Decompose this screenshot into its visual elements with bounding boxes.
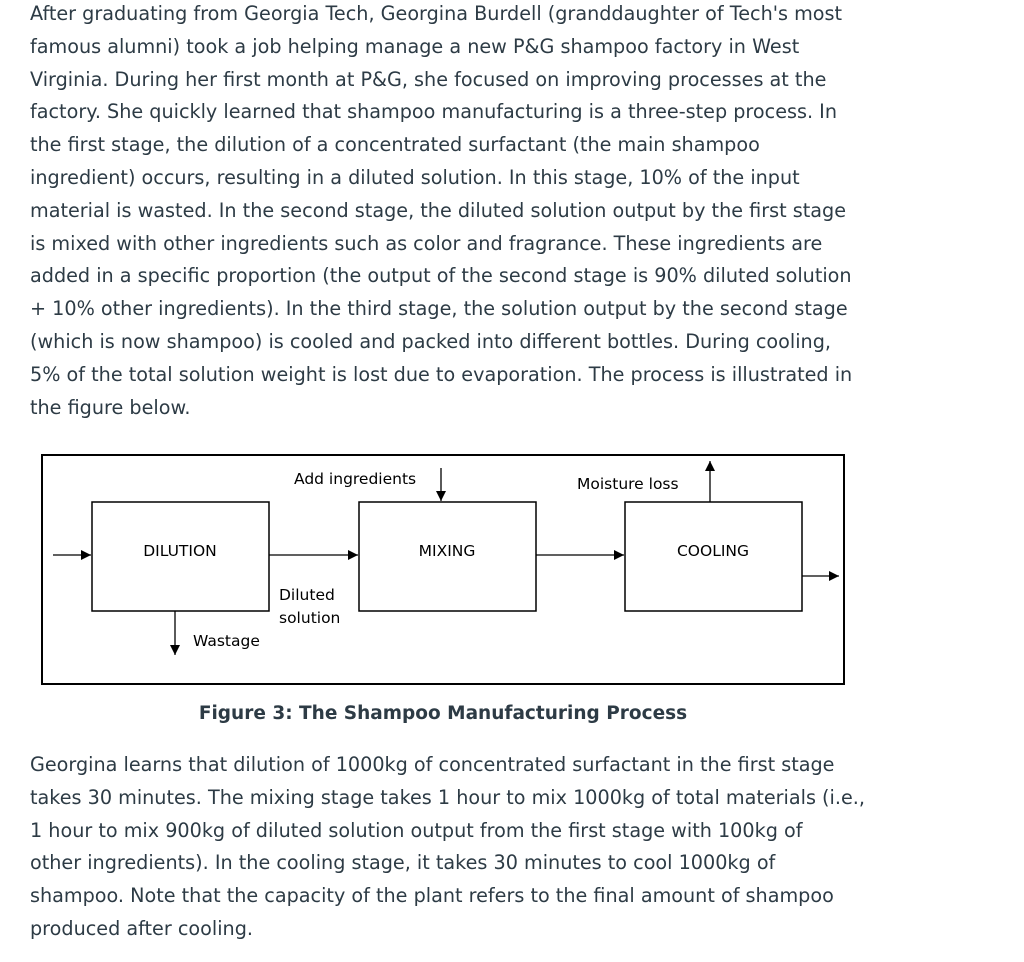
details-line: shampoo. Note that the capacity of the plant refers to the final amount of shampoo bbox=[30, 884, 834, 908]
wastage-label: Wastage bbox=[193, 632, 260, 650]
details-line: takes 30 minutes. The mixing stage takes 1 hour to mix 1000kg of total materials (i.e., bbox=[30, 785, 865, 809]
diluted-solution-label-line1: Diluted bbox=[279, 586, 335, 604]
details-paragraph bbox=[30, 749, 865, 946]
intro-line: After graduating from Georgia Tech, Georgina Burdell (granddaughter of Tech's most bbox=[30, 2, 843, 25]
mixing-label: MIXING bbox=[418, 542, 476, 560]
intro-line: factory. She quickly learned that shampoo manufacturing is a three-step process. In bbox=[30, 100, 838, 124]
intro-line: added in a specific proportion (the output of the second stage is 90% diluted solution bbox=[30, 264, 852, 288]
intro-line: ingredient) occurs, resulting in a diluted solution. In this stage, 10% of the input bbox=[30, 165, 800, 189]
intro-line: 5% of the total solution weight is lost due to evaporation. The process is illustrated in bbox=[30, 362, 853, 386]
intro-line: material is wasted. In the second stage, the diluted solution output by the first stage bbox=[30, 198, 847, 222]
details-line: other ingredients). In the cooling stage, it takes 30 minutes to cool 1000kg of bbox=[30, 851, 776, 875]
add-ingredients-label: Add ingredients bbox=[294, 470, 417, 488]
intro-line: Virginia. During her first month at P&G, she focused on improving processes at the bbox=[30, 67, 827, 91]
dilution-label: DILUTION bbox=[143, 542, 217, 560]
figure-caption: Figure 3: The Shampoo Manufacturing Process bbox=[198, 703, 688, 724]
details-line: produced after cooling. bbox=[30, 916, 253, 940]
process-diagram-svg bbox=[43, 456, 843, 683]
intro-line: + 10% other ingredients). In the third stage, the solution output by the second stage bbox=[30, 297, 848, 321]
moisture-loss-label: Moisture loss bbox=[577, 475, 679, 493]
diluted-solution-label-line2: solution bbox=[279, 609, 341, 627]
intro-line: the figure below. bbox=[30, 395, 191, 419]
intro-line: is mixed with other ingredients such as color and fragrance. These ingredients are bbox=[30, 231, 823, 255]
intro-line: famous alumni) took a job helping manage a new P&G shampoo factory in West bbox=[30, 34, 800, 58]
details-line: Georgina learns that dilution of 1000kg of concentrated surfactant in the first stage bbox=[30, 753, 835, 776]
cooling-label: COOLING bbox=[676, 542, 750, 560]
intro-paragraph bbox=[30, 0, 860, 424]
details-line: 1 hour to mix 900kg of diluted solution output from the first stage with 100kg of bbox=[30, 818, 803, 842]
intro-line: the first stage, the dilution of a concentrated surfactant (the main shampoo bbox=[30, 133, 760, 157]
process-diagram bbox=[41, 454, 845, 685]
intro-line: (which is now shampoo) is cooled and packed into different bottles. During cooling, bbox=[30, 329, 831, 353]
